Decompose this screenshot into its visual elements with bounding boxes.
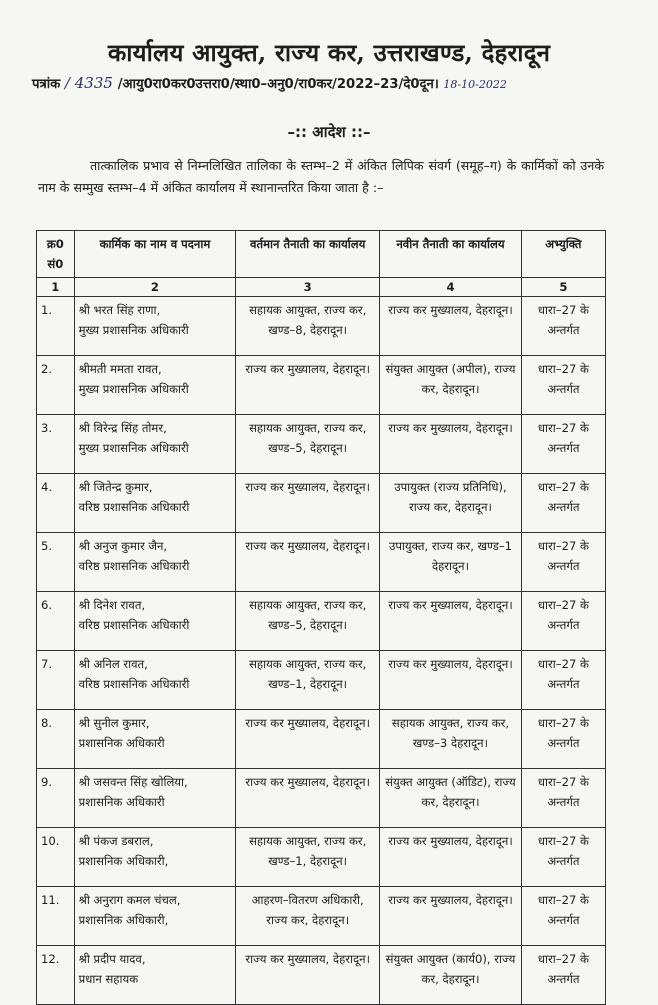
- cell-remarks: धारा–27 के अन्तर्गत: [521, 710, 605, 769]
- cell-current-posting: राज्य कर मुख्यालय, देहरादून।: [236, 946, 380, 1005]
- cell-remarks: धारा–27 के अन्तर्गत: [521, 415, 605, 474]
- cell-current-posting: सहायक आयुक्त, राज्य कर, खण्ड–5, देहरादून।: [236, 592, 380, 651]
- employee-name: श्री भरत सिंह राणा,: [78, 303, 161, 317]
- cell-remarks: धारा–27 के अन्तर्गत: [521, 474, 605, 533]
- table-body: [37, 297, 606, 1005]
- header-sn: क्र0 सं0: [37, 231, 75, 278]
- cell-remarks: धारा–27 के अन्तर्गत: [521, 592, 605, 651]
- employee-designation: वरिष्ठ प्रशासनिक अधिकारी: [78, 677, 190, 691]
- cell-sn: 7.: [37, 651, 75, 710]
- cell-name-designation: [74, 828, 236, 887]
- cell-remarks: धारा–27 के अन्तर्गत: [521, 533, 605, 592]
- cell-sn: 11.: [37, 887, 75, 946]
- cell-name-designation: [74, 592, 236, 651]
- cell-sn: 3.: [37, 415, 75, 474]
- employee-designation: वरिष्ठ प्रशासनिक अधिकारी: [78, 500, 190, 514]
- header-new: नवीन तैनाती का कार्यालय: [380, 231, 522, 278]
- cell-current-posting: राज्य कर मुख्यालय, देहरादून।: [236, 769, 380, 828]
- table-row: [37, 651, 606, 710]
- cell-new-posting: राज्य कर मुख्यालय, देहरादून।: [380, 651, 522, 710]
- employee-designation: प्रशासनिक अधिकारी: [78, 736, 165, 750]
- cell-remarks: धारा–27 के अन्तर्गत: [521, 946, 605, 1005]
- cell-new-posting: संयुक्त आयुक्त (अपील), राज्य कर, देहरादून।: [380, 356, 522, 415]
- table-row: [37, 710, 606, 769]
- table-row: [37, 356, 606, 415]
- cell-sn: 2.: [37, 356, 75, 415]
- column-number-row: [37, 278, 606, 297]
- cell-name-designation: [74, 297, 236, 356]
- employee-name: श्री अनुज कुमार जैन,: [78, 539, 168, 553]
- ref-label: पत्रांक: [32, 77, 61, 92]
- employee-name: श्रीमती ममता रावत,: [78, 362, 162, 376]
- employee-name: श्री प्रदीप यादव,: [78, 952, 146, 966]
- table-header-row: [37, 231, 606, 278]
- cell-name-designation: [74, 356, 236, 415]
- cell-current-posting: सहायक आयुक्त, राज्य कर, खण्ड–1, देहरादून।: [236, 828, 380, 887]
- col-number: 5: [521, 278, 605, 297]
- cell-name-designation: [74, 533, 236, 592]
- cell-name-designation: [74, 415, 236, 474]
- order-body-text: तात्कालिक प्रभाव से निम्नलिखित तालिका के स्तम्भ–2 में अंकित लिपिक संवर्ग (समूह–ग) के कार्मिकों को उनके नाम के सम्मुख स्तम्भ–4 में अंकित कार्यालय में स्थानान्तरित किया जाता है :–: [38, 158, 604, 195]
- cell-name-designation: [74, 946, 236, 1005]
- cell-new-posting: सहायक आयुक्त, राज्य कर, खण्ड–3 देहरादून।: [380, 710, 522, 769]
- table-row: [37, 415, 606, 474]
- employee-designation: वरिष्ठ प्रशासनिक अधिकारी: [78, 559, 190, 573]
- table-row: [37, 533, 606, 592]
- cell-current-posting: राज्य कर मुख्यालय, देहरादून।: [236, 356, 380, 415]
- cell-new-posting: उपायुक्त (राज्य प्रतिनिधि), राज्य कर, देहरादून।: [380, 474, 522, 533]
- cell-new-posting: संयुक्त आयुक्त (कार्य0), राज्य कर, देहरादून।: [380, 946, 522, 1005]
- cell-current-posting: आहरण–वितरण अधिकारी, राज्य कर, देहरादून।: [236, 887, 380, 946]
- transfer-table: [36, 230, 606, 1005]
- cell-current-posting: राज्य कर मुख्यालय, देहरादून।: [236, 533, 380, 592]
- employee-name: श्री सुनील कुमार,: [78, 716, 150, 730]
- cell-remarks: धारा–27 के अन्तर्गत: [521, 356, 605, 415]
- cell-name-designation: [74, 769, 236, 828]
- cell-sn: 10.: [37, 828, 75, 887]
- cell-sn: 1.: [37, 297, 75, 356]
- table-row: [37, 887, 606, 946]
- order-heading: –:: आदेश ::–: [287, 123, 371, 141]
- employee-name: श्री जितेन्द्र कुमार,: [78, 480, 153, 494]
- cell-sn: 12.: [37, 946, 75, 1005]
- cell-sn: 8.: [37, 710, 75, 769]
- employee-designation: मुख्य प्रशासनिक अधिकारी: [78, 382, 189, 396]
- cell-current-posting: राज्य कर मुख्यालय, देहरादून।: [236, 710, 380, 769]
- cell-remarks: धारा–27 के अन्तर्गत: [521, 769, 605, 828]
- cell-new-posting: उपायुक्त, राज्य कर, खण्ड–1 देहरादून।: [380, 533, 522, 592]
- header-remarks: अभ्युक्ति: [521, 231, 605, 278]
- table-row: [37, 592, 606, 651]
- table-row: [37, 946, 606, 1005]
- employee-designation: प्रशासनिक अधिकारी: [78, 795, 165, 809]
- employee-designation: मुख्य प्रशासनिक अधिकारी: [78, 323, 189, 337]
- col-number: 1: [37, 278, 75, 297]
- cell-name-designation: [74, 474, 236, 533]
- table-row: [37, 769, 606, 828]
- cell-current-posting: राज्य कर मुख्यालय, देहरादून।: [236, 474, 380, 533]
- cell-sn: 9.: [37, 769, 75, 828]
- cell-name-designation: [74, 710, 236, 769]
- employee-name: श्री दिनेश रावत,: [78, 598, 146, 612]
- cell-current-posting: सहायक आयुक्त, राज्य कर, खण्ड–8, देहरादून।: [236, 297, 380, 356]
- cell-current-posting: सहायक आयुक्त, राज्य कर, खण्ड–5, देहरादून।: [236, 415, 380, 474]
- header-name: कार्मिक का नाम व पदनाम: [74, 231, 236, 278]
- header-current: वर्तमान तैनाती का कार्यालय: [236, 231, 380, 278]
- table-row: [37, 297, 606, 356]
- employee-designation: प्रधान सहायक: [78, 972, 139, 986]
- col-number: 4: [380, 278, 522, 297]
- reference-line: [32, 74, 652, 92]
- employee-designation: प्रशासनिक अधिकारी,: [78, 854, 169, 868]
- employee-designation: वरिष्ठ प्रशासनिक अधिकारी: [78, 618, 190, 632]
- col-number: 3: [236, 278, 380, 297]
- cell-name-designation: [74, 651, 236, 710]
- employee-designation: मुख्य प्रशासनिक अधिकारी: [78, 441, 189, 455]
- col-number: 2: [74, 278, 236, 297]
- employee-name: श्री पंकज डबराल,: [78, 834, 154, 848]
- cell-new-posting: राज्य कर मुख्यालय, देहरादून।: [380, 415, 522, 474]
- ref-text: /आयु0रा0कर0उत्तरा0/स्था0–अनु0/रा0कर/2022–23/दे0दून।: [117, 77, 439, 92]
- office-title: कार्यालय आयुक्त, राज्य कर, उत्तराखण्ड, देहरादून: [107, 38, 551, 67]
- cell-sn: 6.: [37, 592, 75, 651]
- cell-remarks: धारा–27 के अन्तर्गत: [521, 297, 605, 356]
- handwritten-ref-number: / 4335: [64, 74, 113, 92]
- cell-name-designation: [74, 887, 236, 946]
- employee-designation: प्रशासनिक अधिकारी,: [78, 913, 169, 927]
- cell-new-posting: राज्य कर मुख्यालय, देहरादून।: [380, 887, 522, 946]
- table-row: [37, 474, 606, 533]
- cell-sn: 5.: [37, 533, 75, 592]
- cell-new-posting: राज्य कर मुख्यालय, देहरादून।: [380, 828, 522, 887]
- cell-remarks: धारा–27 के अन्तर्गत: [521, 828, 605, 887]
- cell-new-posting: राज्य कर मुख्यालय, देहरादून।: [380, 297, 522, 356]
- cell-remarks: धारा–27 के अन्तर्गत: [521, 651, 605, 710]
- cell-current-posting: सहायक आयुक्त, राज्य कर, खण्ड–1, देहरादून।: [236, 651, 380, 710]
- cell-remarks: धारा–27 के अन्तर्गत: [521, 887, 605, 946]
- handwritten-date: 18-10-2022: [443, 78, 507, 91]
- cell-sn: 4.: [37, 474, 75, 533]
- cell-new-posting: राज्य कर मुख्यालय, देहरादून।: [380, 592, 522, 651]
- cell-new-posting: संयुक्त आयुक्त (ऑडिट), राज्य कर, देहरादून।: [380, 769, 522, 828]
- employee-name: श्री अनिल रावत,: [78, 657, 148, 671]
- employee-name: श्री जसवन्त सिंह खोलिया,: [78, 775, 188, 789]
- employee-name: श्री अनुराग कमल चंचल,: [78, 893, 181, 907]
- employee-name: श्री विरेन्द्र सिंह तोमर,: [78, 421, 167, 435]
- table-row: [37, 828, 606, 887]
